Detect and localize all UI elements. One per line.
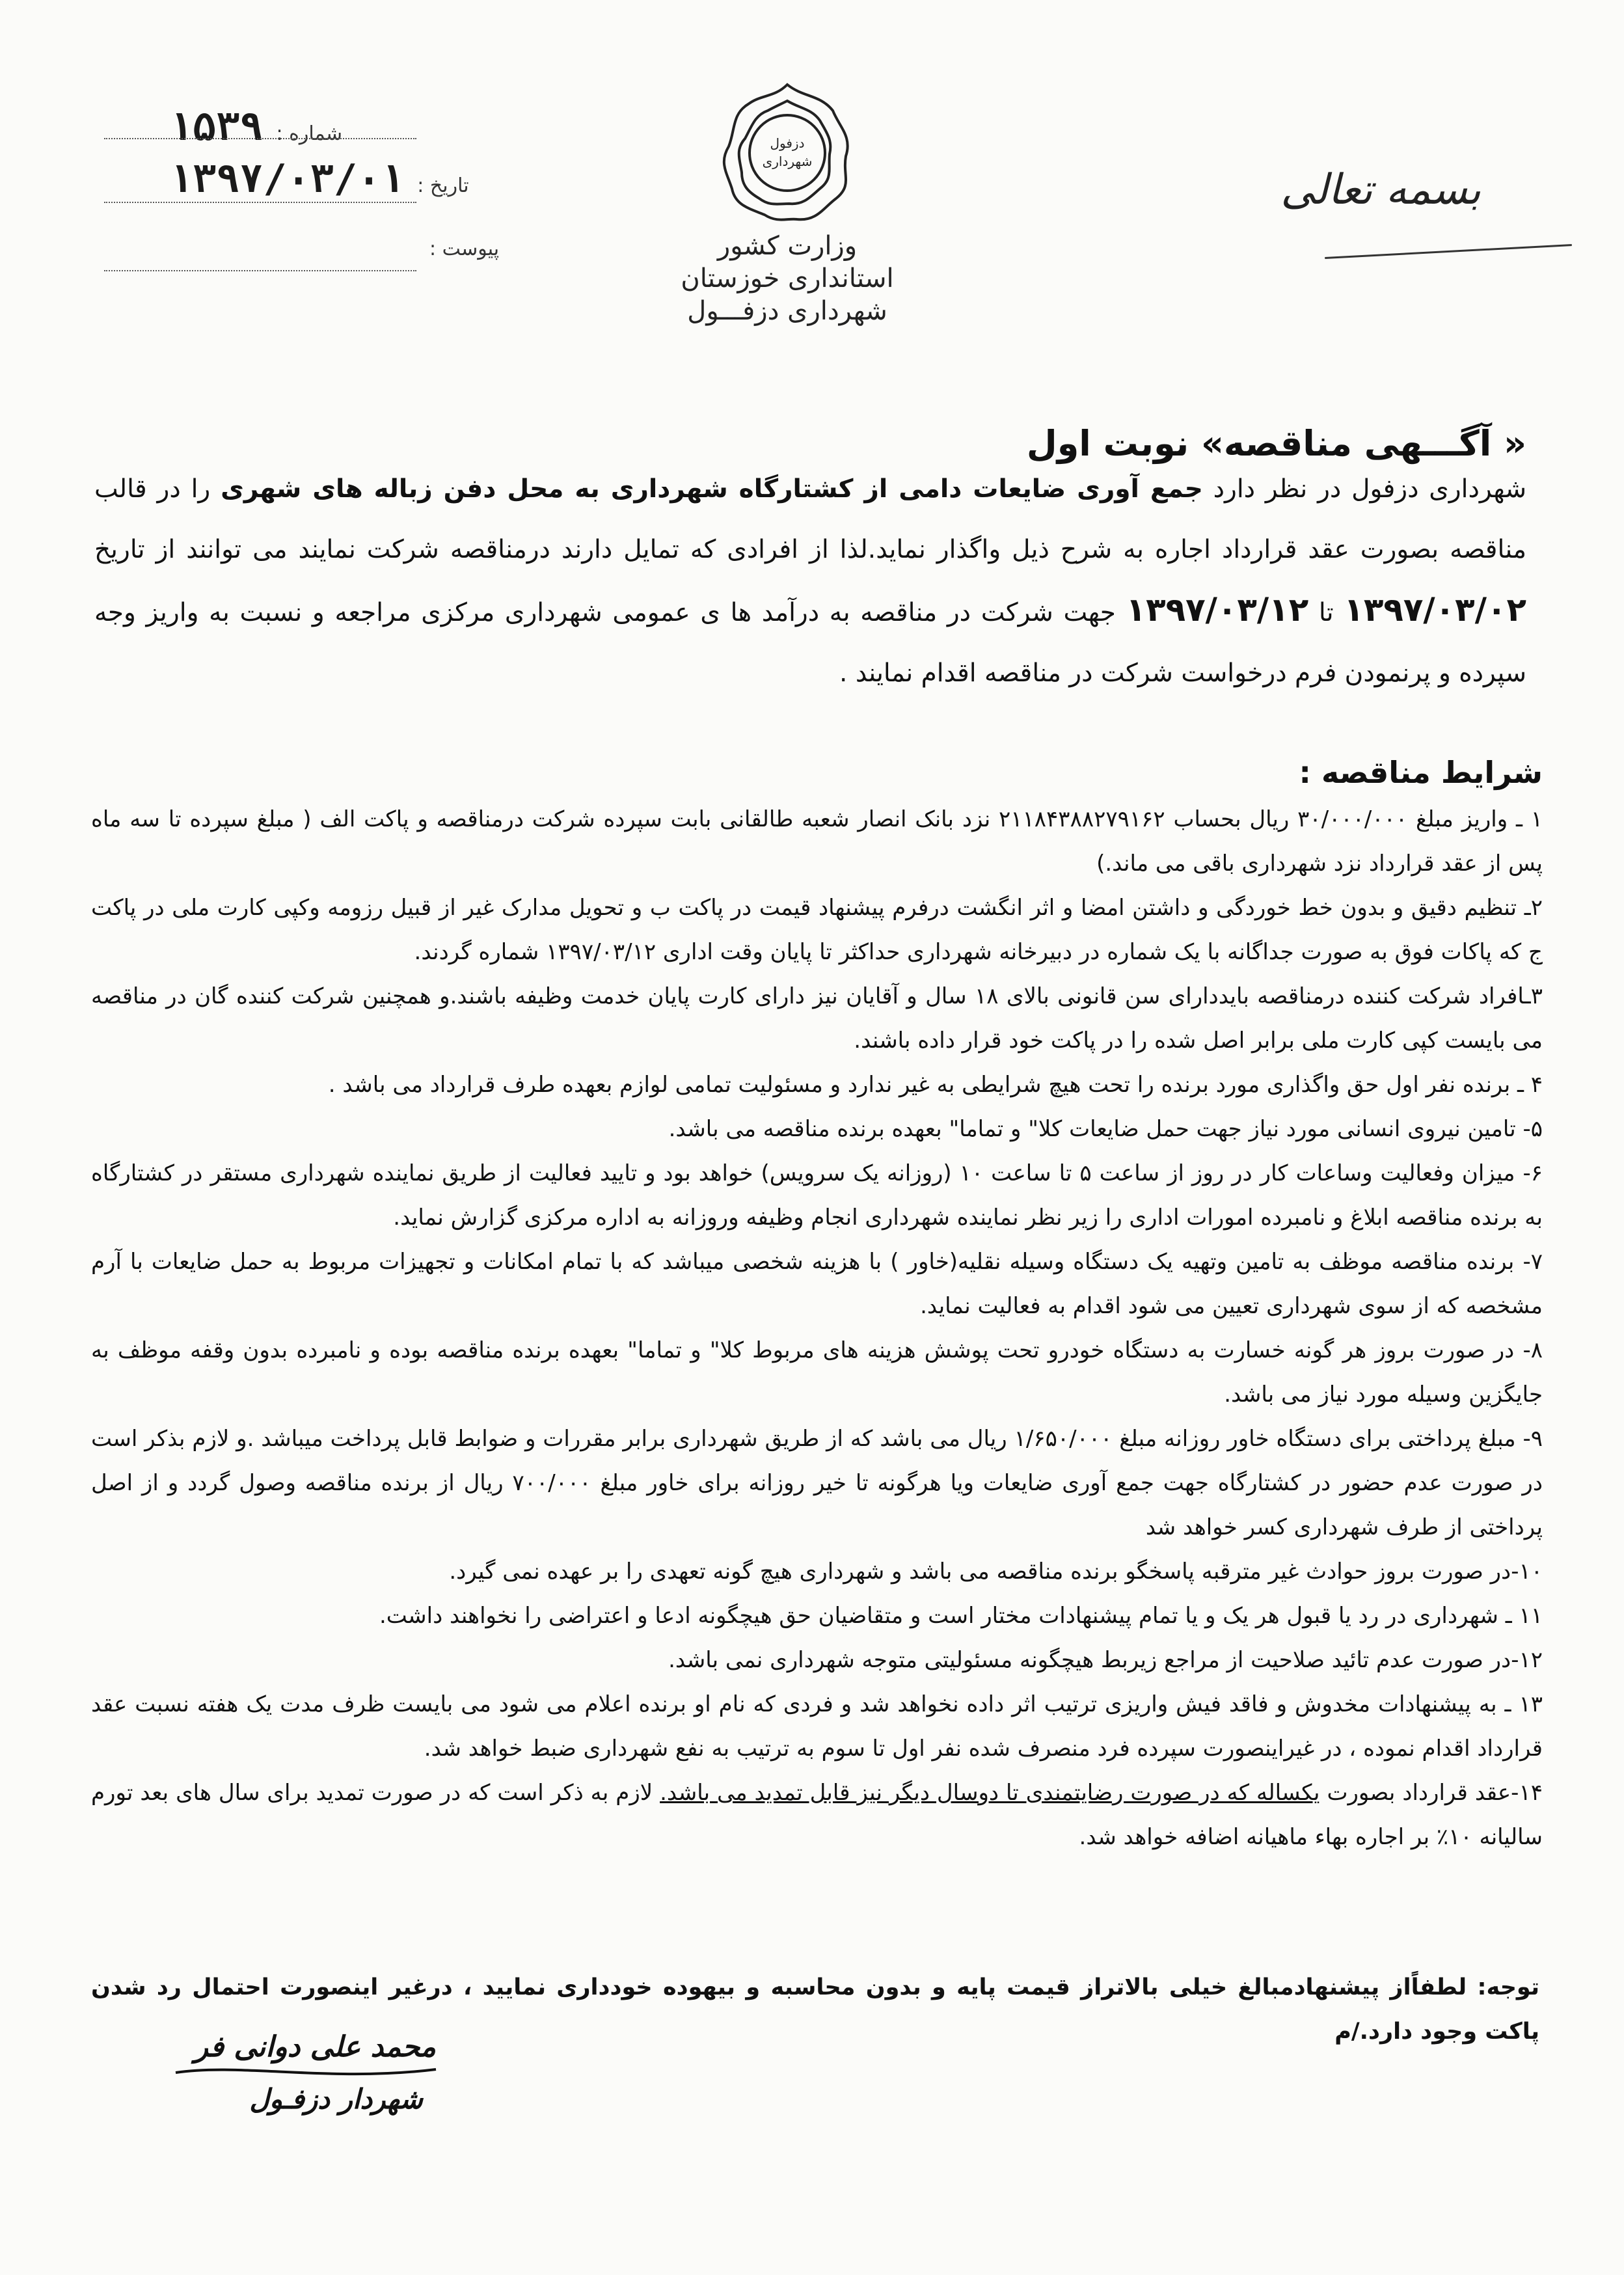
condition-item: ۱۳ ـ به پیشنهادات مخدوش و فاقد فیش واریزی ترتیب اثر داده نخواهد شد و فردی که نام او برنده اعلام می شود می بایست ظرف مدت یک هفته نسبت عقد قرارداد اقدام نموده ، در غیراینصورت سپرده فرد منصرف شده نفر اول تا سوم به ترتیب به نفع شهرداری ضبط خواهد شد. [91,1691,1543,1762]
note: توجه: لطفاًاز پیشنهادمبالغ خیلی بالاتراز قیمت پایه و بدون محاسبه و بیهوده خودداری نمایید ، درغیر اینصورت احتمال رد شدن پاکت وجود دارد./م [91,1974,1539,2045]
number-dotted-line [104,138,416,139]
announcement-title: « آگـــهی مناقصه» نوبت اول [1026,423,1526,464]
date-dotted-line [104,202,416,203]
basmala: بسمه تعالی [1280,166,1481,214]
attachment-label: پیوست : [429,238,500,260]
number-field [169,104,342,150]
item14-prefix: ۱۴-عقد قرارداد بصورت [1320,1780,1543,1806]
date-field [169,156,469,202]
org-municipality: شهرداری دزفـــول [687,296,887,326]
intro-prefix: شهرداری دزفول در نظر دارد [1202,474,1527,504]
svg-text:شهرداری: شهرداری [762,154,813,169]
intro-subject: جمع آوری ضایعات دامی از کشتارگاه شهرداری به محل دفن زباله های شهری [221,474,1203,504]
condition-item: ۶- میزان وفعالیت وساعات کار در روز از ساعت ۵ تا ساعت ۱۰ (روزانه یک سرویس) خواهد بود و تایید فعالیت از طریق نماینده شهرداری مستقر در کشتارگاه به برنده مناقصه ابلاغ و نامبرده امورات اداری را زیر نظر نماینده شهرداری انجام وظیفه وروزانه به اداره مرکزی گزارش نماید. [91,1160,1543,1231]
date-value: ۱۳۹۷/۰۳/۰۱ [169,156,405,202]
org-governorate: استانداری خوزستان [681,264,894,293]
number-value: ۱۵۳۹ [169,104,264,150]
condition-item: ۲ـ تنظیم دقیق و بدون خط خوردگی و داشتن امضا و اثر انگشت درفرم پیشنهاد قیمت در پاکت ب و تحویل مدارک غیر از قبیل رزومه وکپی کارت ملی در پاکت ج که پاکات فوق به صورت جداگانه با یک شماره در دبیرخانه شهرداری حداکثر تا پایان وقت اداری ۱۳۹۷/۰۳/۱۲ شماره گردند. [91,895,1543,965]
intro-end: جهت شرکت در مناقصه به درآمد ها ی عمومی شهرداری مرکزی مراجعه و نسبت به واریز وجه سپرده و پرنمودن فرم درخواست شرکت در مناقصه اقدام نمایند . [94,598,1526,688]
conditions-list [91,797,1543,1859]
condition-item: ۳ـافراد شرکت کننده درمناقصه بایددارای سن قانونی بالای ۱۸ سال و آقایان نیز دارای کارت پایان خدمت وظیفه باشند.و همچنین شرکت کننده گان در مناقصه می بایست کپی کارت ملی برابر اصل شده را در پاکت خود قرار داده باشند. [91,983,1543,1054]
condition-item: ۸- در صورت بروز هر گونه خسارت به دستگاه خودرو تحت پوشش هزینه های مربوط کلا" و تماما" بعهده برنده مناقصه بوده و نامبرده بدون وقفه موظف به جایگزین وسیله مورد نیاز می باشد. [91,1337,1543,1408]
signature-title: شهردار دزفـول [249,2083,423,2115]
attachment-dotted-line [104,270,416,271]
municipality-emblem [712,75,862,231]
conditions-title: شرایط مناقصه : [1299,755,1543,790]
condition-item: ۱ ـ واریز مبلغ ۳۰/۰۰۰/۰۰۰ ریال بحساب ۲۱۱۸۴۳۸۸۲۷۹۱۶۲ نزد بانک انصار شعبه طالقانی بابت سپرده شرکت درمناقصه و پاکت الف ( مبلغ سپرده تا سه ماه پس از عقد قرارداد نزد شهرداری باقی می ماند.) [91,806,1543,877]
number-label: شماره : [276,122,342,145]
condition-item: ۱۰-در صورت بروز حوادث غیر مترقبه پاسخگو برنده مناقصه می باشد و شهرداری هیچ گونه تعهدی را بر عهده نمی گیرد. [449,1559,1543,1585]
item14-underlined: یکساله که در صورت رضایتمندی تا دوسال دیگر نیز قابل تمدید می باشد. [660,1780,1320,1806]
condition-item: ۷- برنده مناقصه موظف به تامین وتهیه یک دستگاه وسیله نقلیه(خاور ) با هزینه شخصی میباشد که با تمام امکانات و تجهیزات مربوط به حمل ضایعات با آرم مشخصه که از سوی شهرداری تعیین می شود اقدام به فعالیت نماید. [91,1249,1543,1319]
date-to: ۱۳۹۷/۰۳/۱۲ [1126,591,1309,629]
basmala-underline [1325,244,1572,259]
condition-item: ۴ ـ برنده نفر اول حق واگذاری مورد برنده را تحت هیچ شرایطی به غیر ندارد و مسئولیت تمامی لوازم بعهده طرف قرارداد می باشد . [328,1072,1543,1098]
condition-item: ۵- تامین نیروی انسانی مورد نیاز جهت حمل ضایعات کلا" و تماما" بعهده برنده مناقصه می باشد. [668,1116,1543,1142]
signature [163,2011,449,2134]
condition-item-14 [91,1771,1543,1859]
condition-item: ۱۲-در صورت عدم تائید صلاحیت از مراجع زیربط هیچگونه مسئولیتی متوجه شهرداری نمی باشد. [668,1647,1543,1673]
date-from: ۱۳۹۷/۰۳/۰۲ [1344,591,1526,629]
condition-item: ۱۱ ـ شهرداری در رد یا قبول هر یک و یا تمام پیشنهادات مختار است و متقاضیان حق هیچگونه ادعا و اعتراضی را نخواهند داشت. [379,1603,1543,1629]
to-word: تا [1308,598,1344,627]
signature-name: محمد علی دوانی فر [194,2030,436,2064]
intro-mid: را در قالب مناقصه بصورت عقد قرارداد اجاره به شرح ذیل واگذار نماید.لذا از افرادی که تمایل دارند درمناقصه شرکت نمایند می توانند از تاریخ [94,474,1526,564]
org-ministry: وزارت کشور [717,231,858,261]
attachment-field [416,238,499,260]
announcement-intro [94,459,1526,703]
emblem-lettering: دزفول [770,135,805,151]
condition-item: ۹- مبلغ پرداختی برای دستگاه خاور روزانه مبلغ ۱/۶۵۰/۰۰۰ ریال می باشد که از طریق شهرداری برابر مقررات و ضوابط قابل پرداخت میباشد .و لازم بذکر است در صورت عدم حضور در کشتارگاه جهت جمع آوری ضایعات ویا هرگونه تا خیر روزانه برای خاور مبلغ ۷۰۰/۰۰۰ ریال از برنده مناقصه وصول گردد و از اصل پرداختی از طرف شهرداری کسر خواهد شد [91,1426,1543,1540]
date-label: تاریخ : [417,174,469,197]
item14-suffix: لازم به ذکر است که در صورت تمدید برای سال های بعد تورم سالیانه ۱۰٪ بر اجاره بهاء ماهیانه اضافه خواهد شد. [91,1780,1543,1850]
